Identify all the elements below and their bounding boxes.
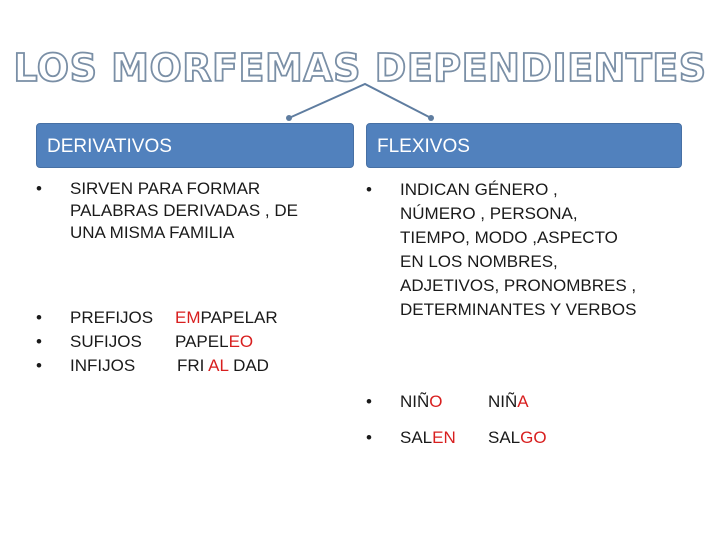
description-line: UNA MISMA FAMILIA [70, 223, 235, 242]
derivativos-examples-list [36, 306, 356, 378]
derivativos-description [36, 178, 356, 244]
example-word: • NIÑO [400, 392, 443, 411]
morpheme-highlight: EN [432, 428, 456, 447]
example-sufijos [36, 330, 356, 354]
flexivos-description [366, 178, 696, 322]
description-line: PALABRAS DERIVADAS , DE [70, 201, 298, 220]
flexivos-examples-list [366, 390, 696, 450]
example-word: SALGO [488, 428, 547, 447]
example-word: EMPAPELAR [175, 308, 278, 327]
example-infijos [36, 354, 356, 378]
title-connector-arrows [0, 0, 720, 140]
example-word: FRI AL DAD [177, 356, 269, 375]
description-line: DETERMINANTES Y VERBOS [400, 300, 637, 319]
flexivos-description-list [366, 178, 696, 322]
description-line: EN LOS NOMBRES, [400, 252, 558, 271]
morpheme-highlight: EO [228, 332, 254, 351]
morpheme-highlight: EM [175, 308, 201, 327]
morpheme-highlight: AL [208, 356, 229, 375]
example-prefijos [36, 306, 356, 330]
example-label: • SUFIJOS [70, 332, 142, 351]
morpheme-highlight: GO [520, 428, 547, 447]
example-word: PAPELEO [175, 332, 254, 351]
derivativos-description-list [36, 178, 356, 244]
example-word: NIÑA [488, 392, 529, 411]
description-line: ADJETIVOS, PRONOMBRES , [400, 276, 637, 295]
description-line: TIEMPO, MODO ,ASPECTO [400, 228, 618, 247]
morpheme-highlight: A [517, 392, 529, 411]
example-label: • INFIJOS [70, 356, 136, 375]
example-salen [366, 426, 696, 450]
description-line: • INDICAN GÉNERO , [400, 180, 558, 199]
example-nino [366, 390, 696, 414]
example-label: • PREFIJOS [70, 308, 154, 327]
derivativos-header: DERIVATIVOS [36, 123, 354, 168]
morpheme-highlight: O [429, 392, 443, 411]
flexivos-header: FLEXIVOS [366, 123, 682, 168]
example-word: • SALEN [400, 428, 456, 447]
description-line: NÚMERO , PERSONA, [400, 204, 578, 223]
description-line: • SIRVEN PARA FORMAR [70, 179, 261, 198]
page-title: LOS MORFEMAS DEPENDIENTES [13, 46, 707, 90]
